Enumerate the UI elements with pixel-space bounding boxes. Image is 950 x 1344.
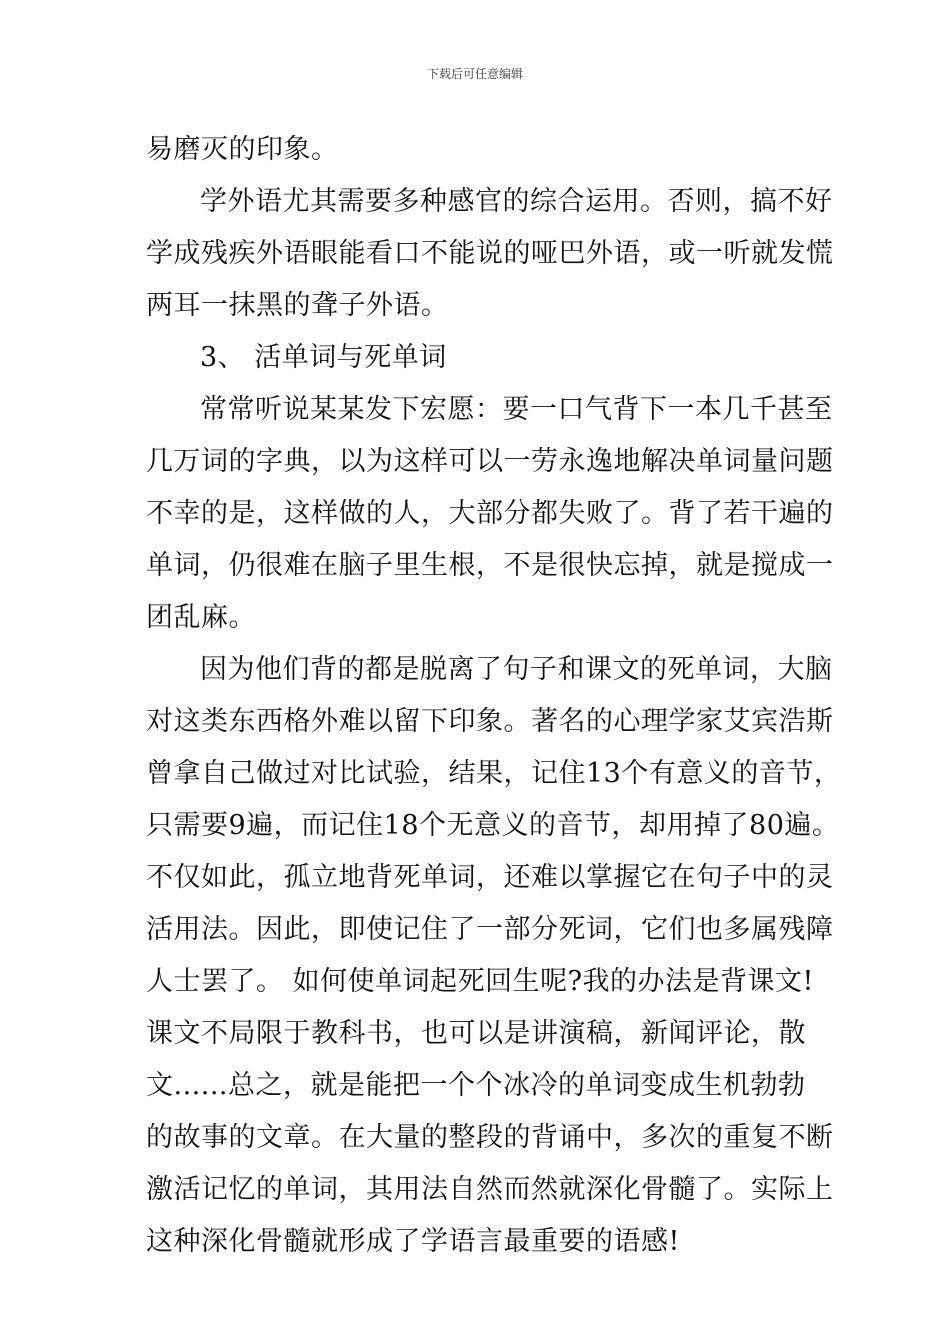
text-line: 团乱麻。	[146, 602, 256, 633]
text-line: 只需要9遍，而记住18个无意义的音节，却用掉了80遍。	[146, 810, 840, 841]
text-line: 学外语尤其需要多种感官的综合运用。否则，搞不好	[200, 186, 833, 217]
text-line: 几万词的字典，以为这样可以一劳永逸地解决单词量问题	[146, 446, 834, 477]
text-line: 文......总之，就是能把一个个冰冷的单词变成生机勃勃	[146, 1070, 806, 1101]
text-line: 的故事的文章。在大量的整段的背诵中，多次的重复不断	[146, 1122, 834, 1153]
text-line: 课文不局限于教科书，也可以是讲演稿，新闻评论，散	[146, 1018, 806, 1049]
section-heading: 3、 活单词与死单词	[200, 342, 447, 373]
document-body	[146, 124, 842, 1268]
text-line: 易磨灭的印象。	[146, 134, 339, 165]
text-line: 常常听说某某发下宏愿：要一口气背下一本几千甚至	[200, 394, 833, 425]
text-line: 不仅如此，孤立地背死单词，还难以掌握它在句子中的灵	[146, 862, 834, 893]
text-line: 活用法。因此，即使记住了一部分死词，它们也多属残障	[146, 914, 834, 945]
text-line: 人士罢了。 如何使单词起死回生呢?我的办法是背课文!	[146, 966, 814, 997]
text-line: 对这类东西格外难以留下印象。著名的心理学家艾宾浩斯	[146, 706, 834, 737]
text-line: 激活记忆的单词，其用法自然而然就深化骨髓了。实际上	[146, 1174, 834, 1205]
text-line: 学成残疾外语眼能看口不能说的哑巴外语，或一听就发慌	[146, 238, 834, 269]
text-line: 这种深化骨髓就形成了学语言最重要的语感!	[146, 1226, 680, 1257]
text-line: 曾拿自己做过对比试验，结果，记住13个有意义的音节，	[146, 758, 842, 789]
page-header: 下载后可任意编辑	[426, 67, 523, 81]
text-line: 不幸的是，这样做的人，大部分都失败了。背了若干遍的	[146, 498, 834, 529]
text-line: 因为他们背的都是脱离了句子和课文的死单词，大脑	[200, 654, 833, 685]
text-line: 两耳一抹黑的聋子外语。	[146, 290, 449, 321]
text-line: 单词，仍很难在脑子里生根，不是很快忘掉，就是搅成一	[146, 550, 834, 581]
